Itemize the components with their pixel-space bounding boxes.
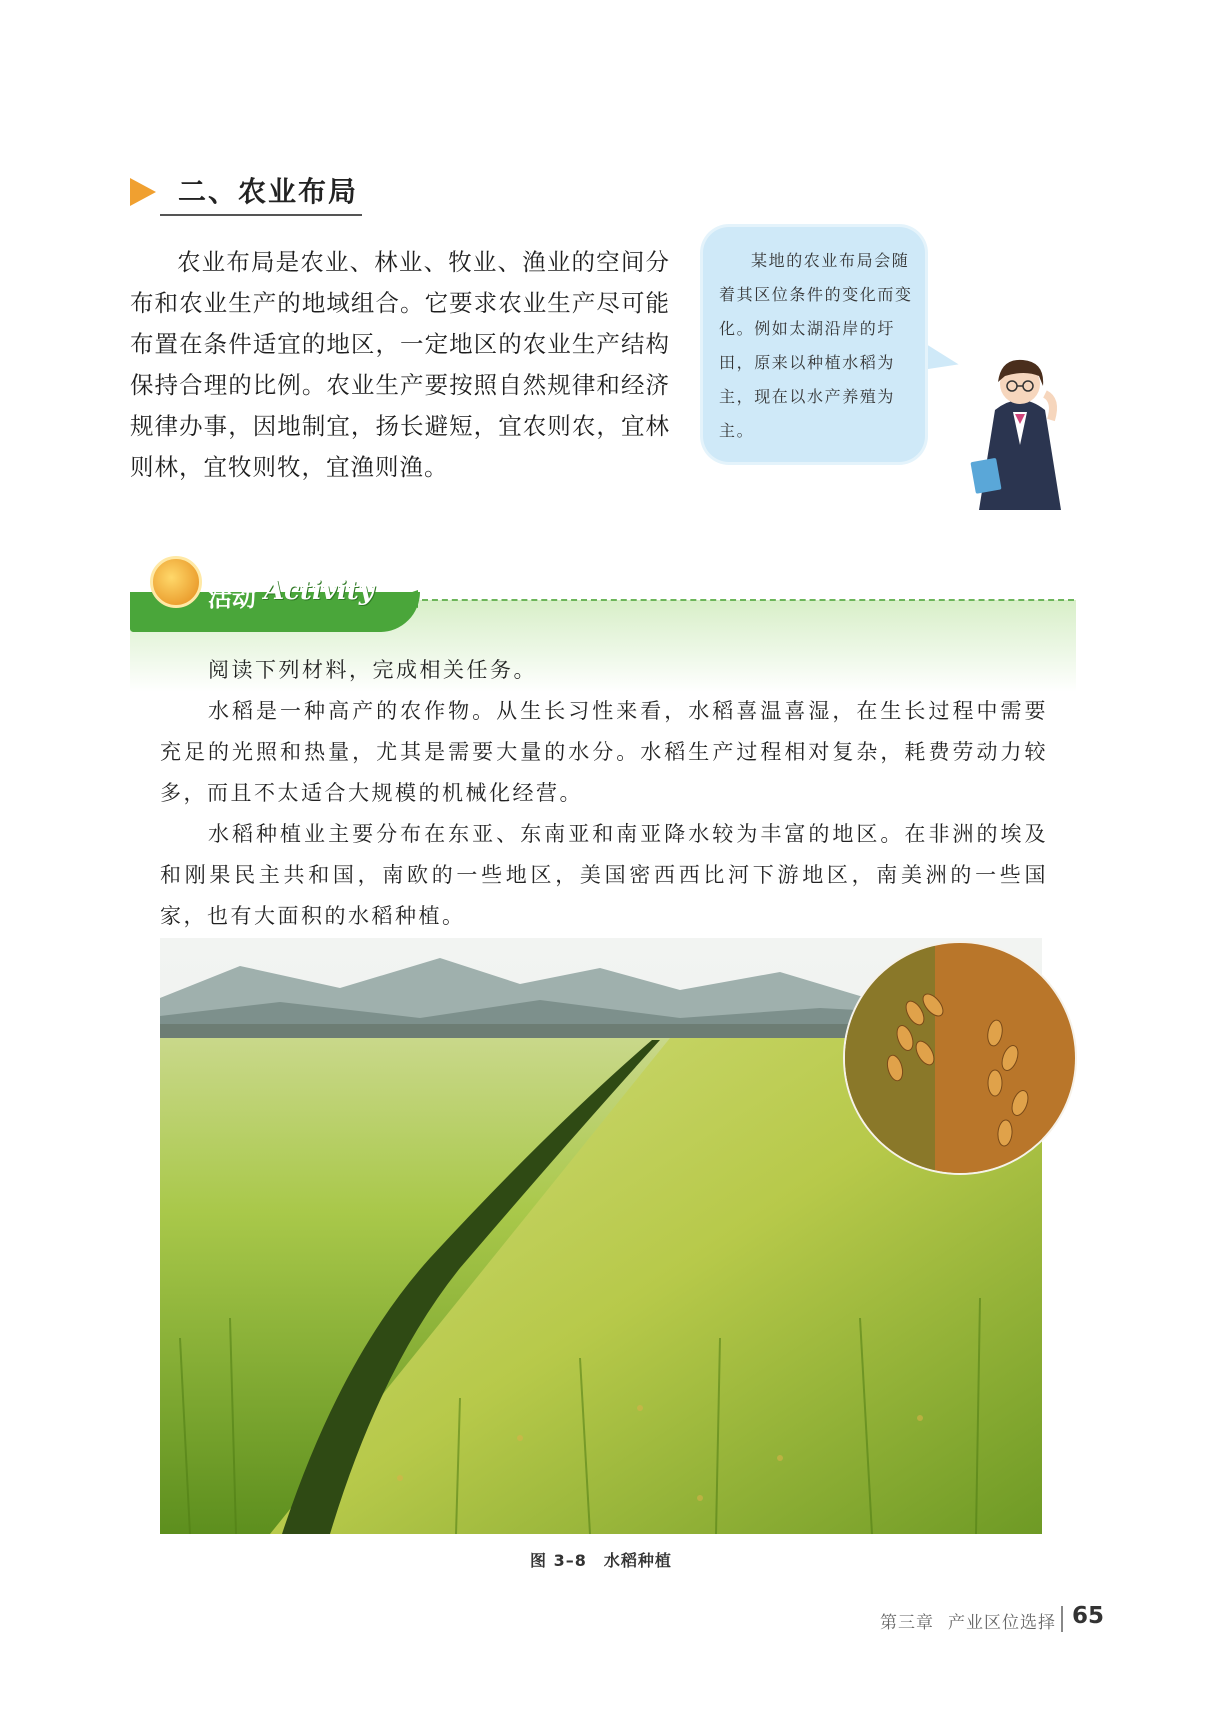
activity-paragraph: 水稻是一种高产的农作物。从生长习性来看，水稻喜温喜湿，在生长过程中需要充足的光照和热量，尤其是需要大量的水分。水稻生产过程相对复杂，耗费劳动力较多，而且不太适合大规模的机械化经营。 xyxy=(160,699,1048,805)
footer-divider xyxy=(1061,1606,1063,1632)
section-arrow-icon xyxy=(130,178,156,206)
section-title: 二、农业布局 xyxy=(178,175,359,208)
bubble-paragraph: 某地的农业布局会随着其区位条件的变化而变化。例如太湖沿岸的圩田，原来以种植水稻为主，现在以水产养殖为主。 xyxy=(719,251,913,440)
intro-paragraph: 农业布局是农业、林业、牧业、渔业的空间分布和农业生产的地域组合。它要求农业生产尽可能布置在条件适宜的地区，一定地区的农业生产结构保持合理的比例。农业生产要按照自然规律和经济规律办事，因地制宜，扬长避短，宜农则农，宜林则林，宜牧则牧，宜渔则渔。 xyxy=(130,248,670,481)
dove-icon xyxy=(150,556,202,608)
activity-label-en: Activity xyxy=(264,576,374,606)
activity-arrow-icon xyxy=(392,590,418,608)
figure-caption: 图 3–8 水稻种植 xyxy=(530,1551,672,1570)
intro-text xyxy=(130,242,670,488)
teacher-illustration xyxy=(965,350,1075,510)
bubble-text xyxy=(719,244,917,448)
rice-grain-inset xyxy=(845,943,1075,1173)
footer-chapter: 第三章 xyxy=(880,1613,934,1633)
footer-chapter-title: 产业区位选择 xyxy=(948,1613,1056,1633)
section-underline xyxy=(160,214,362,216)
activity-label: 活动 xyxy=(208,584,256,612)
activity-body xyxy=(160,650,1048,937)
activity-divider xyxy=(422,599,1074,601)
activity-instruction: 阅读下列材料，完成相关任务。 xyxy=(208,658,537,682)
activity-paragraph: 水稻种植业主要分布在东亚、东南亚和南亚降水较为丰富的地区。在非洲的埃及和刚果民主共和国，南欧的一些地区，美国密西西比河下游地区，南美洲的一些国家，也有大面积的水稻种植。 xyxy=(160,822,1048,928)
page-number: 65 xyxy=(1072,1603,1105,1629)
